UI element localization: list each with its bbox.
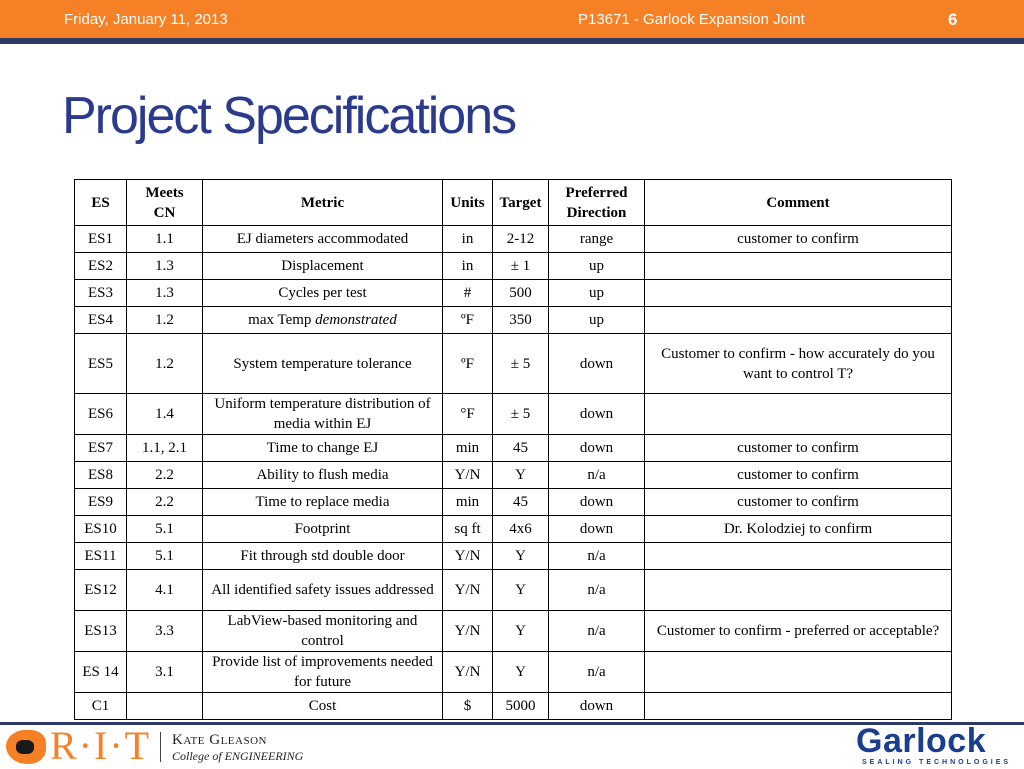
- table-row: [75, 462, 952, 489]
- cell-es: ES10: [75, 516, 127, 543]
- cell-metric: Time to replace media: [203, 489, 443, 516]
- cell-cn: 5.1: [127, 543, 203, 570]
- header-divider: [0, 38, 1024, 44]
- cell-es: ES6: [75, 394, 127, 435]
- cell-metric: Cycles per test: [203, 280, 443, 307]
- cell-es: ES3: [75, 280, 127, 307]
- header-metric: Metric: [203, 180, 443, 226]
- cell-cn: 1.1, 2.1: [127, 435, 203, 462]
- table-row: [75, 394, 952, 435]
- cell-cn: 2.2: [127, 489, 203, 516]
- garlock-tagline: SEALING TECHNOLOGIES: [862, 759, 1012, 766]
- cell-comment: [645, 543, 952, 570]
- cell-units: in: [443, 253, 493, 280]
- cell-comment: customer to confirm: [645, 462, 952, 489]
- header-cn-line1: Meets: [145, 184, 184, 201]
- cell-metric: Uniform temperature distribution of media within EJ: [203, 394, 443, 435]
- cell-units: sq ft: [443, 516, 493, 543]
- cell-cn: 3.1: [127, 652, 203, 693]
- header-direction: [549, 180, 645, 226]
- cell-target: 45: [493, 435, 549, 462]
- cell-target: 350: [493, 307, 549, 334]
- cell-comment: [645, 693, 952, 720]
- table-row: [75, 570, 952, 611]
- cell-cn: 3.3: [127, 611, 203, 652]
- cell-direction: down: [549, 394, 645, 435]
- cell-direction: up: [549, 253, 645, 280]
- cell-direction: n/a: [549, 611, 645, 652]
- cell-metric: All identified safety issues addressed: [203, 570, 443, 611]
- cell-comment: customer to confirm: [645, 435, 952, 462]
- cell-target: ± 5: [493, 334, 549, 394]
- cell-target: 45: [493, 489, 549, 516]
- cell-metric: [203, 307, 443, 334]
- cell-comment: [645, 253, 952, 280]
- cell-metric: Displacement: [203, 253, 443, 280]
- cell-target: ± 5: [493, 394, 549, 435]
- rit-logo: R·I·T: [50, 723, 152, 768]
- cell-es: ES 14: [75, 652, 127, 693]
- cell-units: ºF: [443, 307, 493, 334]
- cell-direction: down: [549, 435, 645, 462]
- header-comment: Comment: [645, 180, 952, 226]
- cell-cn: 2.2: [127, 462, 203, 489]
- header-cn-line2: CN: [153, 204, 176, 221]
- cell-comment: [645, 307, 952, 334]
- cell-units: $: [443, 693, 493, 720]
- cell-target: Y: [493, 462, 549, 489]
- cell-es: ES9: [75, 489, 127, 516]
- cell-target: Y: [493, 570, 549, 611]
- cell-es: C1: [75, 693, 127, 720]
- garlock-logo: Garlock: [856, 722, 987, 760]
- header-es: ES: [75, 180, 127, 226]
- cell-metric: Time to change EJ: [203, 435, 443, 462]
- metric-emphasis: demonstrated: [315, 312, 397, 328]
- cell-cn: 1.1: [127, 226, 203, 253]
- table-body: [75, 226, 952, 720]
- cell-es: ES11: [75, 543, 127, 570]
- page-title: Project Specifications: [62, 87, 516, 145]
- header-project: P13671 - Garlock Expansion Joint: [578, 11, 805, 28]
- cell-cn: 1.4: [127, 394, 203, 435]
- spec-table: [74, 179, 952, 720]
- cell-comment: customer to confirm: [645, 489, 952, 516]
- cell-direction: up: [549, 280, 645, 307]
- cell-direction: n/a: [549, 462, 645, 489]
- cell-comment: Dr. Kolodziej to confirm: [645, 516, 952, 543]
- cell-es: ES1: [75, 226, 127, 253]
- table-row: [75, 280, 952, 307]
- cell-metric: System temperature tolerance: [203, 334, 443, 394]
- cell-es: ES13: [75, 611, 127, 652]
- header-bar: [0, 0, 1024, 38]
- table-row: [75, 226, 952, 253]
- cell-direction: down: [549, 516, 645, 543]
- table-row: [75, 334, 952, 394]
- cell-target: Y: [493, 543, 549, 570]
- cell-direction: n/a: [549, 570, 645, 611]
- cell-cn: 4.1: [127, 570, 203, 611]
- cell-comment: [645, 394, 952, 435]
- cell-cn: 5.1: [127, 516, 203, 543]
- header-direction-line1: Preferred: [565, 184, 628, 201]
- cell-direction: down: [549, 334, 645, 394]
- cell-target: Y: [493, 652, 549, 693]
- table-row: [75, 307, 952, 334]
- cell-target: 5000: [493, 693, 549, 720]
- cell-direction: up: [549, 307, 645, 334]
- cell-cn: 1.3: [127, 253, 203, 280]
- tiger-icon: [6, 730, 46, 764]
- cell-cn: 1.2: [127, 307, 203, 334]
- cell-direction: range: [549, 226, 645, 253]
- cell-units: min: [443, 489, 493, 516]
- cell-target: 4x6: [493, 516, 549, 543]
- cell-units: Y/N: [443, 543, 493, 570]
- cell-units: #: [443, 280, 493, 307]
- logo-divider: [160, 732, 161, 762]
- cell-metric: Provide list of improvements needed for future: [203, 652, 443, 693]
- table-row: [75, 543, 952, 570]
- cell-es: ES8: [75, 462, 127, 489]
- table-row: [75, 693, 952, 720]
- table-row: [75, 516, 952, 543]
- cell-units: Y/N: [443, 570, 493, 611]
- cell-comment: customer to confirm: [645, 226, 952, 253]
- cell-comment: [645, 570, 952, 611]
- cell-units: in: [443, 226, 493, 253]
- cell-es: ES2: [75, 253, 127, 280]
- cell-metric: Ability to flush media: [203, 462, 443, 489]
- cell-units: Y/N: [443, 652, 493, 693]
- cell-comment: Customer to confirm - preferred or acceptable?: [645, 611, 952, 652]
- cell-target: ± 1: [493, 253, 549, 280]
- cell-cn: 1.3: [127, 280, 203, 307]
- cell-target: 500: [493, 280, 549, 307]
- header-units: Units: [443, 180, 493, 226]
- table-row: [75, 253, 952, 280]
- cell-comment: Customer to confirm - how accurately do you want to control T?: [645, 334, 952, 394]
- cell-direction: n/a: [549, 652, 645, 693]
- header-date: Friday, January 11, 2013: [64, 11, 228, 28]
- cell-metric: EJ diameters accommodated: [203, 226, 443, 253]
- table-row: [75, 611, 952, 652]
- college-subtitle: College of ENGINEERING: [172, 749, 304, 763]
- cell-comment: [645, 652, 952, 693]
- cell-units: Y/N: [443, 611, 493, 652]
- cell-cn: [127, 693, 203, 720]
- table-row: [75, 435, 952, 462]
- cell-target: Y: [493, 611, 549, 652]
- cell-cn: 1.2: [127, 334, 203, 394]
- cell-es: ES12: [75, 570, 127, 611]
- cell-units: ºF: [443, 334, 493, 394]
- header-direction-line2: Direction: [566, 204, 627, 221]
- cell-direction: down: [549, 489, 645, 516]
- cell-metric: LabView-based monitoring and control: [203, 611, 443, 652]
- cell-units: Y/N: [443, 462, 493, 489]
- cell-es: ES4: [75, 307, 127, 334]
- table-row: [75, 489, 952, 516]
- cell-metric: Footprint: [203, 516, 443, 543]
- slide-number: 6: [948, 10, 958, 29]
- college-name: Kate Gleason: [172, 732, 267, 748]
- cell-direction: n/a: [549, 543, 645, 570]
- cell-metric: Cost: [203, 693, 443, 720]
- table-row: [75, 652, 952, 693]
- cell-es: ES7: [75, 435, 127, 462]
- header-meets-cn: [127, 180, 203, 226]
- cell-es: ES5: [75, 334, 127, 394]
- cell-comment: [645, 280, 952, 307]
- header-target: Target: [493, 180, 549, 226]
- metric-text: max Temp: [248, 312, 312, 328]
- cell-direction: down: [549, 693, 645, 720]
- cell-units: min: [443, 435, 493, 462]
- cell-target: 2-12: [493, 226, 549, 253]
- table-header-row: [75, 180, 952, 226]
- cell-metric: Fit through std double door: [203, 543, 443, 570]
- cell-units: °F: [443, 394, 493, 435]
